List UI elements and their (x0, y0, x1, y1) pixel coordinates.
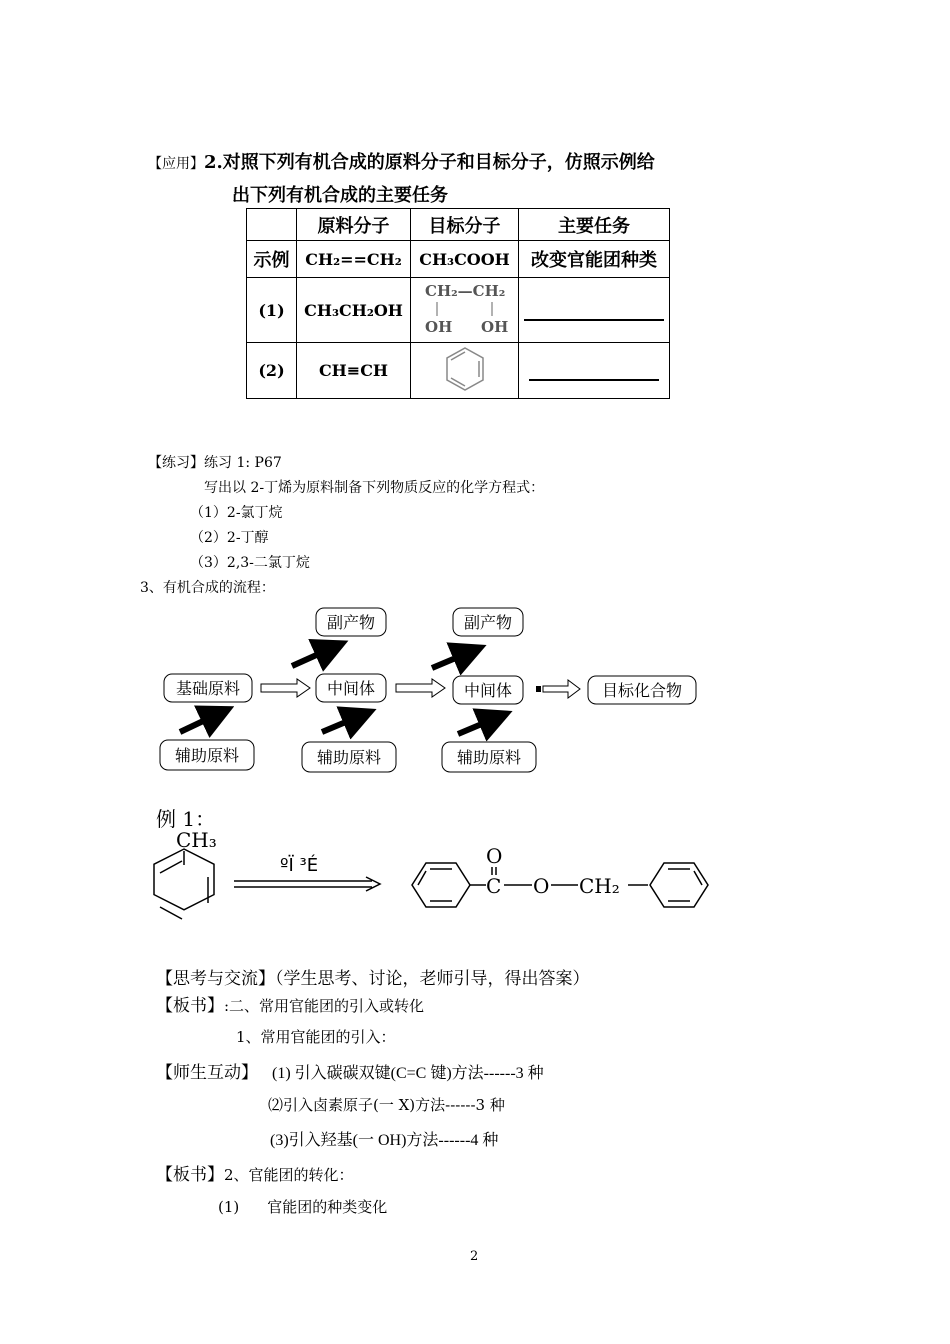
ethylene-glycol-cell (411, 278, 519, 343)
answer-blank-cell (519, 343, 670, 399)
svg-text:辅助原料: 辅助原料 (316, 748, 382, 767)
think-line (156, 964, 590, 989)
practice-title: 练习 1: P67 (204, 455, 282, 471)
table-cell: CH₂==CH₂ (297, 241, 411, 278)
table-row (247, 343, 670, 399)
practice-item: （3）2,3-二氯丁烷 (190, 555, 310, 571)
practice-item: （1）2-氯丁烷 (190, 505, 283, 521)
table-cell: CH≡CH (297, 343, 411, 399)
byproduct-box-1 (316, 608, 386, 636)
carbonyl-oxygen: O (486, 844, 503, 868)
interaction-bracket: 【师生互动】 (156, 1063, 258, 1083)
benzene-cell (411, 343, 519, 399)
practice-intro: 写出以 2-丁烯为原料制备下列物质反应的化学方程式： (204, 480, 545, 496)
think-text: （学生思考、讨论，老师引导，得出答案） (275, 969, 590, 989)
svg-text:中间体: 中间体 (463, 681, 513, 700)
table-cell: 示例 (247, 241, 297, 278)
flow-heading: 3、有机合成的流程： (140, 580, 275, 596)
reaction-arrow-icon (234, 877, 380, 891)
table-header-row (247, 209, 670, 241)
svg-text:目标化合物: 目标化合物 (601, 681, 683, 700)
example1-label: 例 1： (156, 807, 216, 831)
application-heading (148, 148, 655, 174)
application-line2: 出下列有机合成的主要任务 (232, 185, 448, 206)
reaction-condition: ºÏ ³É (280, 855, 319, 876)
byproduct-arrow-icon (292, 648, 332, 666)
ethylene-glycol-structure (415, 278, 515, 338)
auxiliary-box-1 (160, 740, 254, 770)
application-bracket: 【应用】 (148, 156, 204, 172)
board2-line (156, 1160, 354, 1185)
glycol-oh-2: OH (480, 318, 508, 336)
methyl-label: CH₃ (176, 828, 217, 852)
auxiliary-box-3 (442, 742, 536, 772)
svg-text:辅助原料: 辅助原料 (174, 746, 240, 765)
interaction-item: ⑵引入卤素原子(一 X)方法------3 种 (268, 1096, 505, 1114)
glycol-oh-1: OH (424, 318, 452, 336)
svg-text:基础原料: 基础原料 (175, 679, 241, 698)
table-header-cell: 原料分子 (297, 209, 411, 241)
table-cell: (2) (247, 343, 297, 399)
table-header-cell: 主要任务 (519, 209, 670, 241)
auxiliary-arrow-icon (322, 716, 360, 732)
answer-blank-cell (519, 278, 670, 343)
base-material-box (164, 674, 252, 702)
benzoyl-ring (412, 863, 470, 907)
byproduct-box-2 (453, 608, 523, 636)
board2-bracket: 【板书】 (156, 1165, 224, 1185)
synthesis-table (246, 208, 670, 399)
flow-arrow-icon (261, 679, 310, 697)
flow-arrow-icon (396, 679, 445, 697)
benzene-structure (435, 344, 495, 394)
synthesis-flow-diagram (140, 600, 720, 780)
interaction-item: (1) 引入碳碳双键(C=C 键)方法------3 种 (272, 1065, 544, 1082)
answer-blank-2[interactable] (529, 379, 659, 381)
svg-text:副产物: 副产物 (326, 613, 376, 632)
table-cell: CH₃CH₂OH (297, 278, 411, 343)
table-row (247, 241, 670, 278)
flow-arrow-icon (536, 680, 580, 698)
board1-bracket: 【板书】 (156, 996, 224, 1016)
think-bracket: 【思考与交流】 (156, 969, 275, 989)
example1-reaction (140, 825, 740, 925)
auxiliary-arrow-icon (458, 718, 496, 734)
page-number: 2 (470, 1249, 479, 1264)
table-cell: (1) (247, 278, 297, 343)
benzyl-ring (650, 863, 708, 907)
table-cell: CH₃COOH (411, 241, 519, 278)
methylene: CH₂ (579, 874, 620, 898)
practice-bracket: 【练习】 (148, 455, 204, 471)
table-row (247, 278, 670, 343)
svg-text:中间体: 中间体 (326, 679, 376, 698)
practice-heading (148, 452, 282, 472)
auxiliary-box-2 (302, 742, 396, 772)
carbonyl-carbon: C (486, 874, 502, 898)
ester-oxygen: O (533, 874, 550, 898)
intermediate-box-2 (453, 676, 523, 704)
target-compound-box (588, 676, 696, 704)
board2-sub-text: 官能团的种类变化 (267, 1198, 388, 1216)
board2-sub-num: (1) (218, 1198, 240, 1216)
byproduct-arrow-icon (432, 652, 470, 668)
board2-text: 2、官能团的转化： (224, 1166, 354, 1184)
intermediate-box-1 (316, 674, 386, 702)
table-header-cell: 目标分子 (411, 209, 519, 241)
table-header-cell (247, 209, 297, 241)
table-cell: 改变官能团种类 (519, 241, 670, 278)
svg-text:辅助原料: 辅助原料 (456, 748, 522, 767)
answer-blank-1[interactable] (524, 319, 664, 321)
auxiliary-arrow-icon (180, 714, 218, 732)
board1-sub: 1、常用官能团的引入： (236, 1028, 396, 1046)
board1-line (156, 991, 424, 1016)
application-line1: 2.对照下列有机合成的原料分子和目标分子，仿照示例给 (204, 152, 655, 173)
practice-item: （2）2-丁醇 (190, 530, 269, 546)
board1-text: :二、常用官能团的引入或转化 (224, 997, 425, 1015)
board2-sub (218, 1196, 387, 1217)
interaction-item: (3)引入羟基(一 OH)方法------4 种 (270, 1132, 499, 1149)
glycol-chain: CH₂—CH₂ (424, 282, 505, 300)
svg-text:副产物: 副产物 (463, 613, 513, 632)
